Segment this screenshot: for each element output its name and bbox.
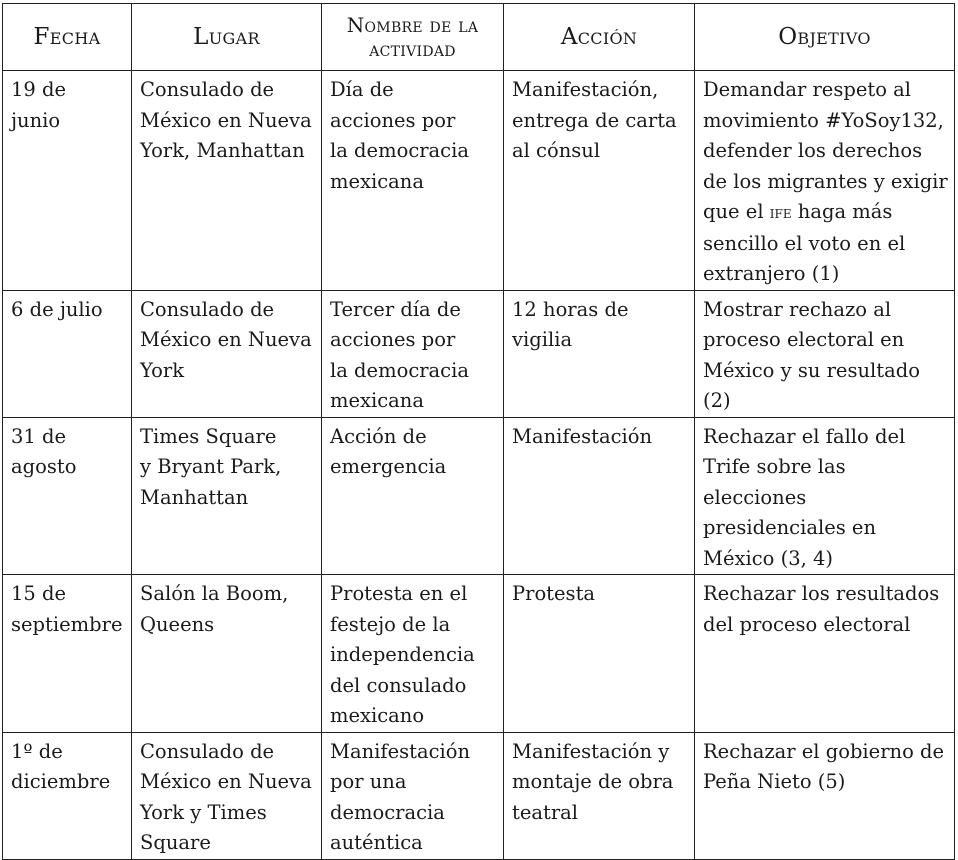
cell-lugar: Times Square y Bryant Park, Manhattan — [132, 417, 322, 575]
cell-nombre: Acción de emergencia — [322, 417, 504, 575]
cell-lugar: Consulado de México en Nueva York — [132, 290, 322, 417]
cell-accion: Manifestación, entrega de carta al cónsul — [504, 71, 695, 291]
cell-accion: Manifestación — [504, 417, 695, 575]
cell-lugar: Consulado de México en Nueva York y Times Square — [132, 732, 322, 859]
table-row — [3, 575, 955, 733]
cell-objetivo: Rechazar el fallo del Trife sobre las elecciones presidenciales en México (3, 4) — [695, 417, 955, 575]
cell-nombre: Manifestación por una democracia auténtica — [322, 732, 504, 859]
table-row — [3, 732, 955, 859]
cell-lugar: Salón la Boom, Queens — [132, 575, 322, 733]
cell-accion: Protesta — [504, 575, 695, 733]
header-accion: Acción — [504, 4, 695, 71]
cell-objetivo: Rechazar el gobierno de Peña Nieto (5) — [695, 732, 955, 859]
header-fecha: Fecha — [3, 4, 132, 71]
cell-objetivo: Rechazar los resultados del proceso electoral — [695, 575, 955, 733]
table-row — [3, 71, 955, 291]
cell-objetivo: Demandar respeto al movimiento #YoSoy132, defender los derechos de los migrantes y exigir que el ife haga más sencillo el voto en el extranjero (1) — [695, 71, 955, 291]
table-row — [3, 290, 955, 417]
ife-abbreviation: ife — [769, 203, 792, 223]
cell-objetivo: Mostrar rechazo al proceso electoral en México y su resultado (2) — [695, 290, 955, 417]
cell-lugar: Consulado de México en Nueva York, Manhattan — [132, 71, 322, 291]
cell-nombre: Día de acciones por la democracia mexicana — [322, 71, 504, 291]
cell-fecha: 19 de junio — [3, 71, 132, 291]
header-objetivo: Objetivo — [695, 4, 955, 71]
cell-nombre: Protesta en el festejo de la independencia del consulado mexicano — [322, 575, 504, 733]
cell-fecha: 1º de diciembre — [3, 732, 132, 859]
header-lugar: Lugar — [132, 4, 322, 71]
cell-accion: 12 horas de vigilia — [504, 290, 695, 417]
table-row — [3, 417, 955, 575]
cell-fecha: 15 de septiembre — [3, 575, 132, 733]
table-header — [3, 4, 955, 71]
cell-fecha: 31 de agosto — [3, 417, 132, 575]
cell-accion: Manifestación y montaje de obra teatral — [504, 732, 695, 859]
cell-fecha: 6 de julio — [3, 290, 132, 417]
cell-nombre: Tercer día de acciones por la democracia mexicana — [322, 290, 504, 417]
activities-table — [2, 3, 955, 860]
header-nombre-actividad: Nombre de la actividad — [322, 4, 504, 71]
